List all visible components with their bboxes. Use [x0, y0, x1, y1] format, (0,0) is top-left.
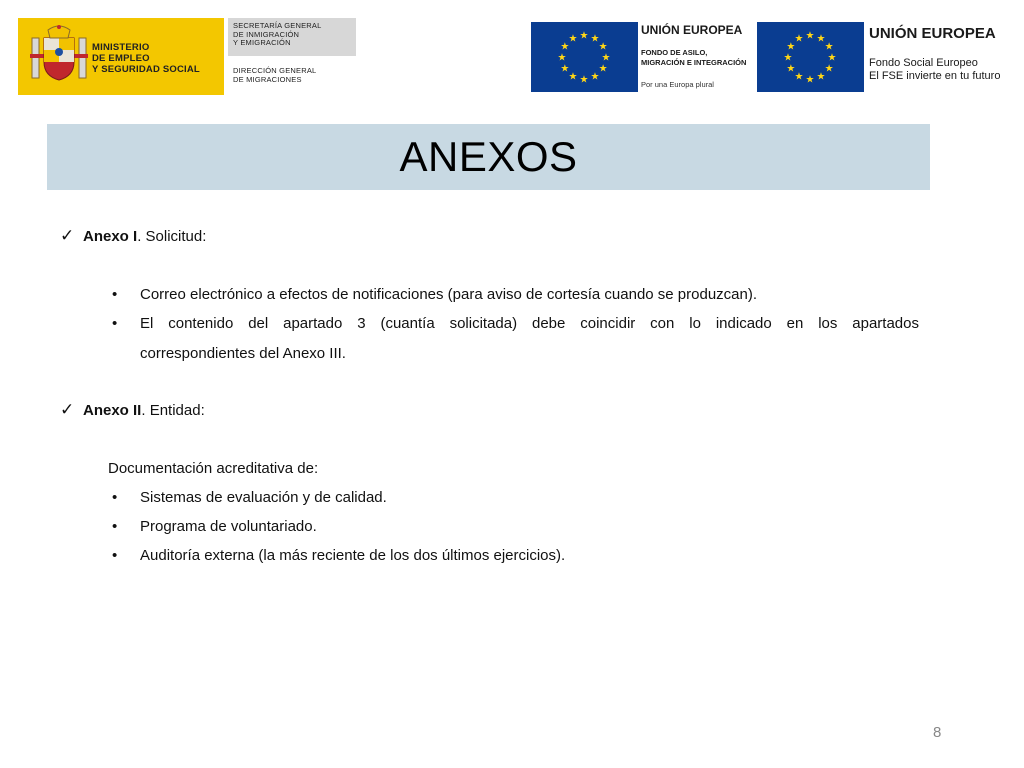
slide-title: ANEXOS [399, 133, 578, 180]
annex-1-bullet-2-line-1: El contenido del apartado 3 (cuantía solicitada) debe coincidir con lo indicado en los apartados [140, 315, 919, 332]
eu-star-icon: ★ [816, 33, 826, 45]
checkmark-icon: ✓ [60, 400, 75, 419]
coat-of-arms-icon [30, 24, 88, 88]
eu-star-icon: ★ [598, 63, 608, 75]
eu-star-icon: ★ [783, 52, 793, 64]
eu-flag-icon [531, 22, 638, 92]
slide-title-bar [47, 124, 930, 190]
annex-2-item: Sistemas de evaluación y de calidad. [140, 489, 387, 506]
annex-2-intro: Documentación acreditativa de: [108, 460, 319, 477]
secretaria-line: Y EMIGRACIÓN [233, 38, 291, 47]
annex-1-label: Anexo I [83, 228, 138, 245]
eu-social-fund-subtitle [869, 57, 1000, 83]
eu-stars-icon [531, 22, 638, 92]
eu-star-icon: ★ [824, 63, 834, 75]
eu-star-icon: ★ [816, 71, 826, 83]
eu-star-icon: ★ [805, 30, 815, 42]
annex-2-item: Auditoría externa (la más reciente de los dos últimos ejercicios). [140, 547, 566, 564]
annex-2-item: Programa de voluntariado. [140, 518, 317, 535]
bullet-icon: • [112, 489, 118, 506]
ministry-name-line: DE EMPLEO [92, 53, 150, 64]
ministry-name [92, 42, 200, 75]
annex-1-bullet-1: Correo electrónico a efectos de notificaciones (para aviso de cortesía cuando se produzcan). [140, 286, 758, 303]
eu-star-icon: ★ [579, 74, 589, 86]
eu-star-icon: ★ [560, 63, 570, 75]
eu-star-icon: ★ [560, 41, 570, 53]
eu-fund-subtitle [641, 48, 746, 68]
secretaria-name [233, 22, 321, 48]
eu-star-icon: ★ [805, 74, 815, 86]
eu-fund-subtitle-line: FONDO DE ASILO, [641, 48, 708, 57]
direccion-line: DIRECCIÓN GENERAL [233, 66, 317, 75]
eu-star-icon: ★ [579, 30, 589, 42]
eu-stars-icon [757, 22, 864, 92]
eu-fund-subtitle-line: MIGRACIÓN E INTEGRACIÓN [641, 58, 747, 67]
eu-star-icon: ★ [786, 41, 796, 53]
eu-fund-title: UNIÓN EUROPEA [641, 23, 743, 37]
eu-fund-tagline: Por una Europa plural [641, 80, 714, 89]
eu-star-icon: ★ [794, 71, 804, 83]
eu-star-icon: ★ [590, 33, 600, 45]
checkmark-icon: ✓ [60, 226, 75, 245]
ministry-name-line: Y SEGURIDAD SOCIAL [92, 64, 200, 75]
annex-1-title: . Solicitud: [137, 228, 207, 245]
bullet-icon: • [112, 518, 118, 535]
bullet-icon: • [112, 286, 118, 303]
eu-star-icon: ★ [557, 52, 567, 64]
annex-1-bullet-2-line-2: correspondientes del Anexo III. [140, 345, 346, 362]
eu-star-icon: ★ [568, 33, 578, 45]
eu-social-fund-subtitle-line: Fondo Social Europeo [869, 57, 978, 69]
page-number: 8 [933, 724, 942, 741]
direccion-name [233, 67, 316, 84]
secretaria-line: SECRETARÍA GENERAL [233, 21, 322, 30]
annex-2-title: . Entidad: [141, 402, 205, 419]
eu-social-fund-title: UNIÓN EUROPEA [869, 25, 996, 42]
direccion-line: DE MIGRACIONES [233, 74, 302, 84]
eu-star-icon: ★ [824, 41, 834, 53]
bullet-icon: • [112, 315, 118, 332]
ministry-name-line: MINISTERIO [92, 42, 150, 53]
eu-star-icon: ★ [598, 41, 608, 53]
annex-2-label: Anexo II [83, 402, 142, 419]
eu-star-icon: ★ [568, 71, 578, 83]
eu-star-icon: ★ [786, 63, 796, 75]
eu-star-icon: ★ [794, 33, 804, 45]
annex-2-heading [83, 402, 205, 419]
eu-social-fund-subtitle-line: El FSE invierte en tu futuro [869, 70, 1001, 82]
eu-star-icon: ★ [827, 52, 837, 64]
eu-flag-icon [757, 22, 864, 92]
eu-star-icon: ★ [590, 71, 600, 83]
annex-1-heading [83, 228, 206, 245]
eu-star-icon: ★ [601, 52, 611, 64]
secretaria-line: DE INMIGRACIÓN [233, 29, 300, 39]
bullet-icon: • [112, 547, 118, 564]
